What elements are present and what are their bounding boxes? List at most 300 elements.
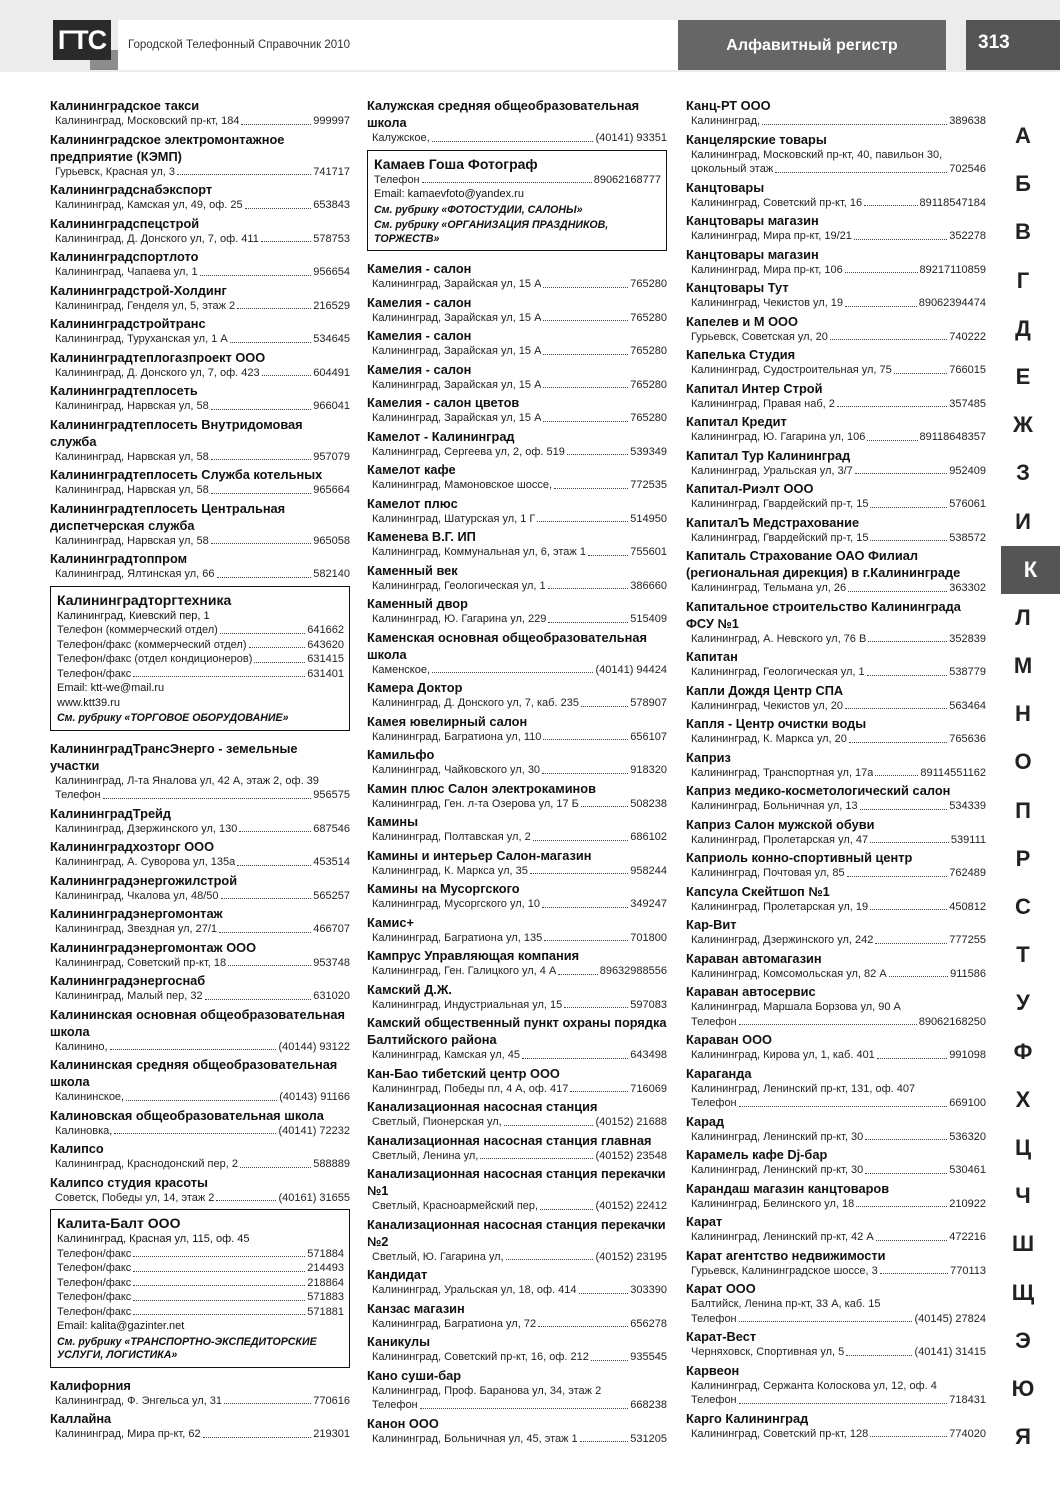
listing-entry: [367, 495, 667, 527]
listing-address: Калининград, Маршала Борзова ул, 90 А: [691, 1001, 901, 1013]
dot-leader: [581, 797, 628, 808]
alphabet-letter[interactable]: В: [1015, 219, 1031, 245]
listing-line: [50, 922, 350, 937]
listing-phone: 216529: [313, 299, 350, 312]
listing-phone: 538779: [949, 666, 986, 678]
dot-leader: [249, 638, 306, 649]
dot-leader: [216, 1191, 276, 1202]
listing-phone: 352839: [949, 632, 986, 645]
listing-line: [686, 732, 986, 747]
alphabet-letter[interactable]: Р: [1015, 845, 1031, 871]
listing-entry: [367, 1415, 667, 1447]
listing-line: [50, 889, 350, 904]
listing-name: Калужская средняя общеобразовательная школа: [367, 98, 640, 130]
listing-line: [686, 866, 986, 881]
listing-address: Калининград, Гвардейский пр-т, 15: [691, 498, 869, 510]
listing-name: Канцтовары магазин: [686, 213, 819, 228]
listing-address: Калининград, Багратиона ул, 110: [372, 730, 542, 743]
listing-address: Калининград, Кирова ул, 1, каб. 401: [691, 1049, 875, 1061]
listing-address: Калининград, Транспортная ул, 17а: [691, 766, 874, 779]
listing-line: [367, 612, 667, 627]
listing-entry: [367, 428, 667, 460]
listing-address: Калининград, Л-та Яналова ул, 42 А, этаж 2, оф. 39: [55, 774, 319, 787]
listing-address: Калининград, Победы пл, 4 А, оф. 417: [372, 1082, 569, 1095]
directory-title: Городской Телефонный Справочник 2010: [128, 39, 350, 51]
listing-entry: [367, 1132, 667, 1164]
listing-line: [686, 330, 986, 345]
listing-entry: [367, 947, 667, 979]
dot-leader: [133, 1247, 305, 1258]
listing-entry: [367, 813, 667, 845]
listing-line: [367, 131, 667, 146]
listing-entry: [50, 215, 350, 247]
listing-entry: [686, 547, 986, 596]
listing-line: [686, 1230, 986, 1245]
listing-entry: [50, 349, 350, 381]
listing-phone: 669100: [949, 1097, 986, 1109]
listing-name: Калининградторгтехника: [57, 591, 232, 608]
listing-line: [686, 900, 986, 915]
dot-leader: [564, 998, 628, 1009]
listing-address: Калининград, Сержанта Колоскова ул, 12, оф. 4: [691, 1379, 937, 1392]
listing-address: Телефон (коммерческий отдел): [57, 624, 218, 636]
listing-phone: 582140: [313, 568, 350, 580]
listing-address: Калининград, Ген. Галицкого ул, 4 А: [372, 965, 557, 977]
listing-entry: [50, 1377, 350, 1409]
listing-address: Телефон/факс: [57, 1247, 132, 1260]
listing-entry: [686, 682, 986, 714]
listing-name: Камера Доктор: [367, 680, 463, 695]
rubric-reference: См. рубрику «ТРАНСПОРТНО-ЭКСПЕДИТОРСКИЕ УСЛУГИ, ЛОГИСТИКА»: [57, 1335, 317, 1361]
listing-name: Калининградстройтранс: [50, 316, 206, 331]
listing-line: [367, 411, 667, 426]
listing-entry: [367, 1333, 667, 1365]
dot-leader: [848, 581, 947, 592]
listing-phone: 953748: [313, 956, 350, 969]
listing-entry: [50, 805, 350, 837]
listing-phone: 508238: [630, 797, 667, 810]
dot-leader: [237, 855, 311, 866]
listing-name: Кандидат: [367, 1267, 428, 1282]
listing-line: [50, 299, 350, 314]
alphabet-letter[interactable]: Э: [1015, 1327, 1031, 1353]
listing-name: Канон ООО: [367, 1415, 439, 1431]
dot-leader: [228, 956, 311, 967]
listing-phone: 918320: [630, 764, 667, 776]
alphabet-letter[interactable]: П: [1015, 797, 1031, 823]
listing-address: Калининград, Туруханская ул, 1 А: [55, 333, 228, 345]
listing-line: [686, 1393, 986, 1408]
listing-address: Калининград, Генделя ул, 5, этаж 2: [55, 299, 236, 312]
listing-name: Каприз: [686, 749, 731, 765]
dot-leader: [103, 788, 312, 799]
listing-phone: 303390: [630, 1284, 667, 1296]
dot-leader: [775, 162, 947, 173]
dot-leader: [542, 763, 628, 774]
listing-line: [686, 1163, 986, 1178]
dot-leader: [739, 1312, 913, 1323]
listing-line: [686, 397, 986, 412]
listing-name: Караганда: [686, 1065, 752, 1081]
listing-address: Телефон/факс: [57, 1291, 132, 1303]
listing-name: Капсула Скейтшоп №1: [686, 883, 830, 899]
listing-address: цокольный этаж: [691, 163, 774, 175]
dot-leader: [543, 378, 628, 389]
dot-leader: [114, 1124, 276, 1135]
dot-leader: [538, 1317, 628, 1328]
dot-leader: [542, 897, 628, 908]
listing-phone: 472216: [949, 1231, 986, 1243]
listing-line: [367, 797, 667, 812]
alphabet-letter[interactable]: Ж: [1013, 412, 1033, 438]
listing-column-1: [50, 97, 350, 1444]
listing-phone: 631020: [313, 990, 350, 1002]
listing-name: Калининградтеплосеть Служба котельных: [50, 467, 323, 482]
listing-phone: (40141) 94424: [595, 663, 667, 676]
listing-name: Каменская основная общеобразовательная школа: [367, 629, 647, 662]
dot-leader: [530, 864, 628, 875]
listing-phone: (40152) 21688: [595, 1116, 667, 1128]
alphabet-letter[interactable]: Ф: [1013, 1038, 1033, 1064]
alphabet-letter[interactable]: Д: [1015, 315, 1031, 341]
dot-leader: [870, 833, 949, 844]
alphabet-letter[interactable]: Я: [1015, 1424, 1031, 1450]
listing-name: Калипсо: [50, 1141, 104, 1156]
listing-entry: [50, 1410, 350, 1442]
listing-address: Калининград, Камская ул, 45: [372, 1049, 520, 1061]
listing-entry: [686, 598, 986, 647]
alphabet-letter[interactable]: Ш: [1011, 1231, 1035, 1257]
listing-line: [686, 1197, 986, 1212]
listing-phone: 597083: [630, 998, 667, 1011]
dot-leader: [522, 1048, 628, 1059]
listing-phone: 538572: [949, 531, 986, 544]
page-header: [0, 0, 1060, 72]
listing-name: Каменный двор: [367, 596, 468, 611]
listing-contact: Email: kalita@gazinter.net: [57, 1320, 185, 1332]
dot-leader: [420, 1398, 629, 1409]
listing-name: Канализационная насосная станция: [367, 1099, 598, 1114]
listing-phone: 578753: [313, 232, 350, 245]
listing-name: Калининградэнергоснаб: [50, 973, 206, 988]
alphabet-letter[interactable]: Н: [1015, 701, 1031, 727]
dot-leader: [133, 1261, 305, 1272]
dot-leader: [240, 1157, 311, 1168]
listing-address: Калининград, Пролетарская ул, 19: [691, 900, 869, 913]
listing-name: Караван автосервис: [686, 984, 816, 999]
listing-name: Канализационная насосная станция перекачки №1: [367, 1166, 666, 1198]
listing-entry: [367, 880, 667, 912]
listing-address: Калининград, Ялтинская ул, 66: [55, 568, 215, 580]
listing-address: Балтийск, Ленина пр-кт, 33 А, каб. 15: [691, 1298, 881, 1310]
listing-address: Калининград, Зарайская ул, 15 А: [372, 378, 542, 391]
listing-line: [367, 897, 667, 912]
listing-address: Калининград, Нарвская ул, 58: [55, 534, 209, 547]
listing-name: Камильфо: [367, 747, 435, 762]
listing-name: Камины на Мусоргского: [367, 881, 520, 896]
listing-line: [686, 833, 986, 848]
listing-name: Каприз Салон мужской обуви: [686, 816, 875, 832]
listing-phone: (40144) 93122: [278, 1040, 350, 1053]
listing-phone: 219301: [313, 1428, 350, 1440]
listing-phone: 687546: [313, 822, 350, 835]
listing-line: [50, 483, 350, 498]
listing-entry: [367, 461, 667, 493]
listing-address: Советск, Победы ул, 14, этаж 2: [55, 1191, 215, 1204]
listing-address: Телефон/факс: [57, 1276, 132, 1289]
listing-entry: [367, 679, 667, 711]
listing-phone: 643498: [630, 1049, 667, 1061]
dot-leader: [548, 579, 629, 590]
dot-leader: [422, 173, 592, 184]
listing-line: [367, 1398, 667, 1413]
listing-address: Светлый, Ю. Гагарина ул,: [372, 1250, 504, 1263]
listing-entry: [50, 905, 350, 937]
listing-address: Калининград, Судостроительная ул, 75: [691, 364, 892, 376]
listing-entry: [686, 1410, 986, 1442]
listing-name: Камелия - салон: [367, 328, 472, 343]
listing-name: Калининградснабэкспорт: [50, 182, 213, 197]
dot-leader: [432, 131, 594, 142]
rubric-reference: См. рубрику «ОРГАНИЗАЦИЯ ПРАЗДНИКОВ, ТОРЖЕСТВ»: [374, 219, 609, 245]
listing-entry: [50, 181, 350, 213]
listing-name: Капелька Студия: [686, 347, 796, 362]
listing-phone: 565257: [313, 889, 350, 902]
listing-entry: [367, 713, 667, 745]
listing-entry: [50, 131, 350, 180]
listing-name: Калининградэнергомонтаж ООО: [50, 939, 257, 955]
listing-name: Капелев и М ООО: [686, 313, 798, 329]
alphabet-letter[interactable]: Ц: [1014, 1134, 1032, 1160]
listing-entry: [367, 394, 667, 426]
listing-name: Камаев Гоша Фотограф: [374, 155, 538, 172]
dot-leader: [570, 1082, 628, 1093]
listing-line: [686, 1048, 986, 1063]
dot-leader: [845, 296, 917, 307]
dot-leader: [867, 430, 917, 441]
dot-leader: [205, 989, 312, 1000]
alphabet-letter[interactable]: Е: [1015, 363, 1031, 389]
alphabet-index: [1001, 112, 1045, 1461]
listing-line: [367, 1283, 667, 1298]
listing-name: Калининградтоппром: [50, 551, 188, 566]
listing-phone: 514950: [630, 512, 667, 525]
listing-phone: 604491: [313, 366, 350, 379]
listing-phone: (40141) 93351: [595, 132, 667, 144]
dot-leader: [540, 1199, 593, 1210]
alphabet-letter[interactable]: А: [1015, 123, 1031, 148]
dot-leader: [762, 114, 947, 125]
listing-line: [686, 933, 986, 948]
listing-address: Калининград, Зарайская ул, 15 А: [372, 345, 542, 357]
listing-address: Калининград, Почтовая ул, 85: [691, 867, 845, 879]
alphabet-letter[interactable]: Щ: [1011, 1279, 1035, 1305]
listing-address: Телефон/факс (отдел кондиционеров): [57, 653, 253, 665]
listing-name: Караван ООО: [686, 1032, 772, 1047]
listing-phone: 539111: [950, 833, 986, 846]
listing-line: [686, 632, 986, 647]
alphabet-letter[interactable]: З: [1016, 460, 1030, 486]
listing-address: Калининград, Краснодонский пер, 2: [55, 1158, 238, 1170]
listing-name: Капли Дождя Центр СПА: [686, 682, 844, 698]
listing-entry: [686, 782, 986, 814]
listing-line: [50, 198, 350, 213]
listing-address: Калининград, Дзержинского ул, 242: [691, 934, 874, 946]
listing-address: Калининград, Геологическая ул, 1: [372, 579, 546, 592]
listing-entry: [686, 1328, 986, 1360]
dot-leader: [554, 478, 628, 489]
listing-address: Калининград, Ленинский пр-кт, 30: [691, 1130, 864, 1143]
listing-line: [50, 1191, 350, 1206]
listing-address: Черняховск, Спортивная ул, 5: [691, 1346, 845, 1358]
listing-address: Телефон: [691, 1312, 737, 1325]
alphabet-letter[interactable]: О: [1014, 749, 1032, 775]
listing-entry: [686, 1113, 986, 1145]
listing-address: Калининград, Мира пр-кт, 19/21: [691, 230, 852, 242]
listing-line: [57, 623, 344, 638]
listing-entry: [50, 972, 350, 1004]
listing-phone: 210922: [949, 1197, 986, 1210]
dot-leader: [203, 1427, 312, 1438]
listing-entry: [50, 1056, 350, 1105]
dot-leader: [220, 623, 305, 634]
dot-leader: [126, 1090, 277, 1101]
listing-address: Калининград, К. Маркса ул, 20: [691, 733, 847, 745]
dot-leader: [855, 464, 947, 475]
listing-name: Кано суши-бар: [367, 1367, 462, 1383]
alphabet-letter[interactable]: К: [1001, 546, 1060, 594]
listing-address: Калининград, Камская ул, 49, оф. 25: [55, 199, 243, 211]
listing-name: Каприоль конно-спортивный центр: [686, 850, 913, 865]
listing-address: Калининград, Больничная ул, 45, этаж 1: [372, 1432, 578, 1445]
listing-address: Каменское,: [372, 663, 431, 676]
alphabet-letter[interactable]: И: [1015, 508, 1031, 534]
listing-entry: [686, 1362, 986, 1408]
listing-address: Калининград, Мусоргского ул, 10: [372, 898, 540, 910]
listing-line: [686, 114, 986, 129]
listing-phone: 571883: [307, 1291, 344, 1303]
listing-address: Калининград, Чапаева ул, 1: [55, 266, 198, 278]
listing-phone: 656107: [630, 730, 667, 743]
dot-leader: [579, 1283, 629, 1294]
listing-name: Канц-РТ ООО: [686, 98, 771, 113]
listing-entry: [686, 346, 986, 378]
alphabet-letter[interactable]: М: [1013, 653, 1033, 679]
alphabet-letter[interactable]: Л: [1015, 604, 1031, 630]
alphabet-letter[interactable]: Т: [1016, 942, 1030, 968]
alphabet-letter[interactable]: У: [1016, 990, 1030, 1016]
alphabet-letter[interactable]: Ю: [1011, 1375, 1035, 1401]
alphabet-letter[interactable]: С: [1015, 894, 1031, 919]
listing-name: Карандаш магазин канцтоваров: [686, 1180, 890, 1196]
listing-entry: [686, 950, 986, 982]
listing-name: Канализационная насосная станция главная: [367, 1132, 652, 1148]
alphabet-letter[interactable]: Б: [1015, 171, 1031, 197]
listing-phone: 935545: [630, 1351, 667, 1363]
listing-name: Канцтовары магазин: [686, 246, 819, 262]
listing-name: КапиталЪ Медстрахование: [686, 514, 860, 530]
listing-line: [367, 1048, 667, 1063]
listing-phone: 991098: [949, 1049, 986, 1061]
listing-line: [50, 450, 350, 465]
listing-ad-box: [50, 1209, 350, 1368]
listing-entry: [50, 1174, 350, 1206]
dot-leader: [533, 830, 629, 841]
dot-leader: [876, 1230, 948, 1241]
listing-address: Калининград, Ю. Гагарина ул, 229: [372, 613, 547, 625]
listing-address: Калиновка,: [55, 1124, 113, 1137]
alphabet-letter[interactable]: Х: [1015, 1086, 1031, 1112]
listing-entry: [367, 1165, 667, 1214]
alphabet-letter[interactable]: Г: [1016, 267, 1030, 293]
listing-line: [367, 344, 667, 359]
dot-leader: [875, 933, 947, 944]
listing-address: Калининград, Д. Донского ул, 7, каб. 235: [372, 697, 579, 709]
listing-name: Канцтовары: [686, 179, 765, 195]
dot-leader: [870, 497, 947, 508]
listing-address: Калининград, Комсомольская ул, 82 А: [691, 967, 887, 980]
listing-entry: [367, 1098, 667, 1130]
listing-entry: [686, 1031, 986, 1063]
listing-line: [686, 497, 986, 512]
listing-address: Телефон/факс: [57, 1305, 132, 1318]
dot-leader: [133, 1290, 305, 1301]
listing-line: [50, 788, 350, 803]
listing-phone: 357485: [949, 397, 986, 410]
listing-entry: [367, 847, 667, 879]
listing-name: Капитал Интер Строй: [686, 380, 823, 396]
dot-leader: [894, 363, 948, 374]
dot-leader: [506, 1250, 594, 1261]
listing-phone: 965058: [313, 534, 350, 547]
dot-leader: [854, 229, 947, 240]
listing-address: Калининград, Правая наб, 2: [691, 397, 835, 410]
listing-phone: 515409: [630, 613, 667, 625]
listing-phone: 718431: [949, 1394, 986, 1406]
listing-name: Калифорния: [50, 1377, 131, 1393]
listing-phone: 466707: [313, 923, 350, 935]
listing-name: Караван автомагазин: [686, 950, 822, 966]
listing-address: Калининград, Ю. Гагарина ул, 106: [691, 431, 866, 443]
listing-entry: [686, 131, 986, 177]
dot-leader: [877, 1048, 947, 1059]
listing-phone: (40141) 31415: [914, 1346, 986, 1358]
listing-address: Калининград, Ф. Энгельса ул, 31: [55, 1394, 222, 1407]
listing-phone: 89632988556: [599, 965, 667, 977]
listing-phone: (40143) 91166: [279, 1091, 350, 1103]
listing-entry: [367, 1300, 667, 1332]
listing-phone: 766015: [949, 364, 986, 376]
listing-address: Калининград, Звездная ул, 27/1: [55, 923, 218, 935]
listing-column-3: [686, 97, 986, 1443]
dot-leader: [580, 1432, 629, 1443]
dot-leader: [211, 534, 312, 545]
listing-phone: 765280: [630, 311, 667, 324]
listing-address: Калининград, Нарвская ул, 58: [55, 450, 209, 463]
listing-name: Калининградтеплосеть Внутридомовая служба: [50, 416, 303, 449]
listing-phone: 770616: [313, 1394, 350, 1407]
listing-line: [367, 545, 667, 560]
alphabet-letter[interactable]: Ч: [1015, 1183, 1031, 1209]
listing-address: Калининград, Мира пр-кт, 62: [55, 1428, 201, 1440]
listing-entry: [50, 282, 350, 314]
listing-name: Камелот - Калининград: [367, 428, 515, 444]
listing-phone: 643620: [307, 638, 344, 651]
listing-phone: 352278: [949, 230, 986, 242]
listing-name: Кампрус Управляющая компания: [367, 948, 580, 963]
dot-leader: [543, 277, 628, 288]
listing-name: Калининградтеплосеть Центральная диспетчерская служба: [50, 500, 286, 533]
